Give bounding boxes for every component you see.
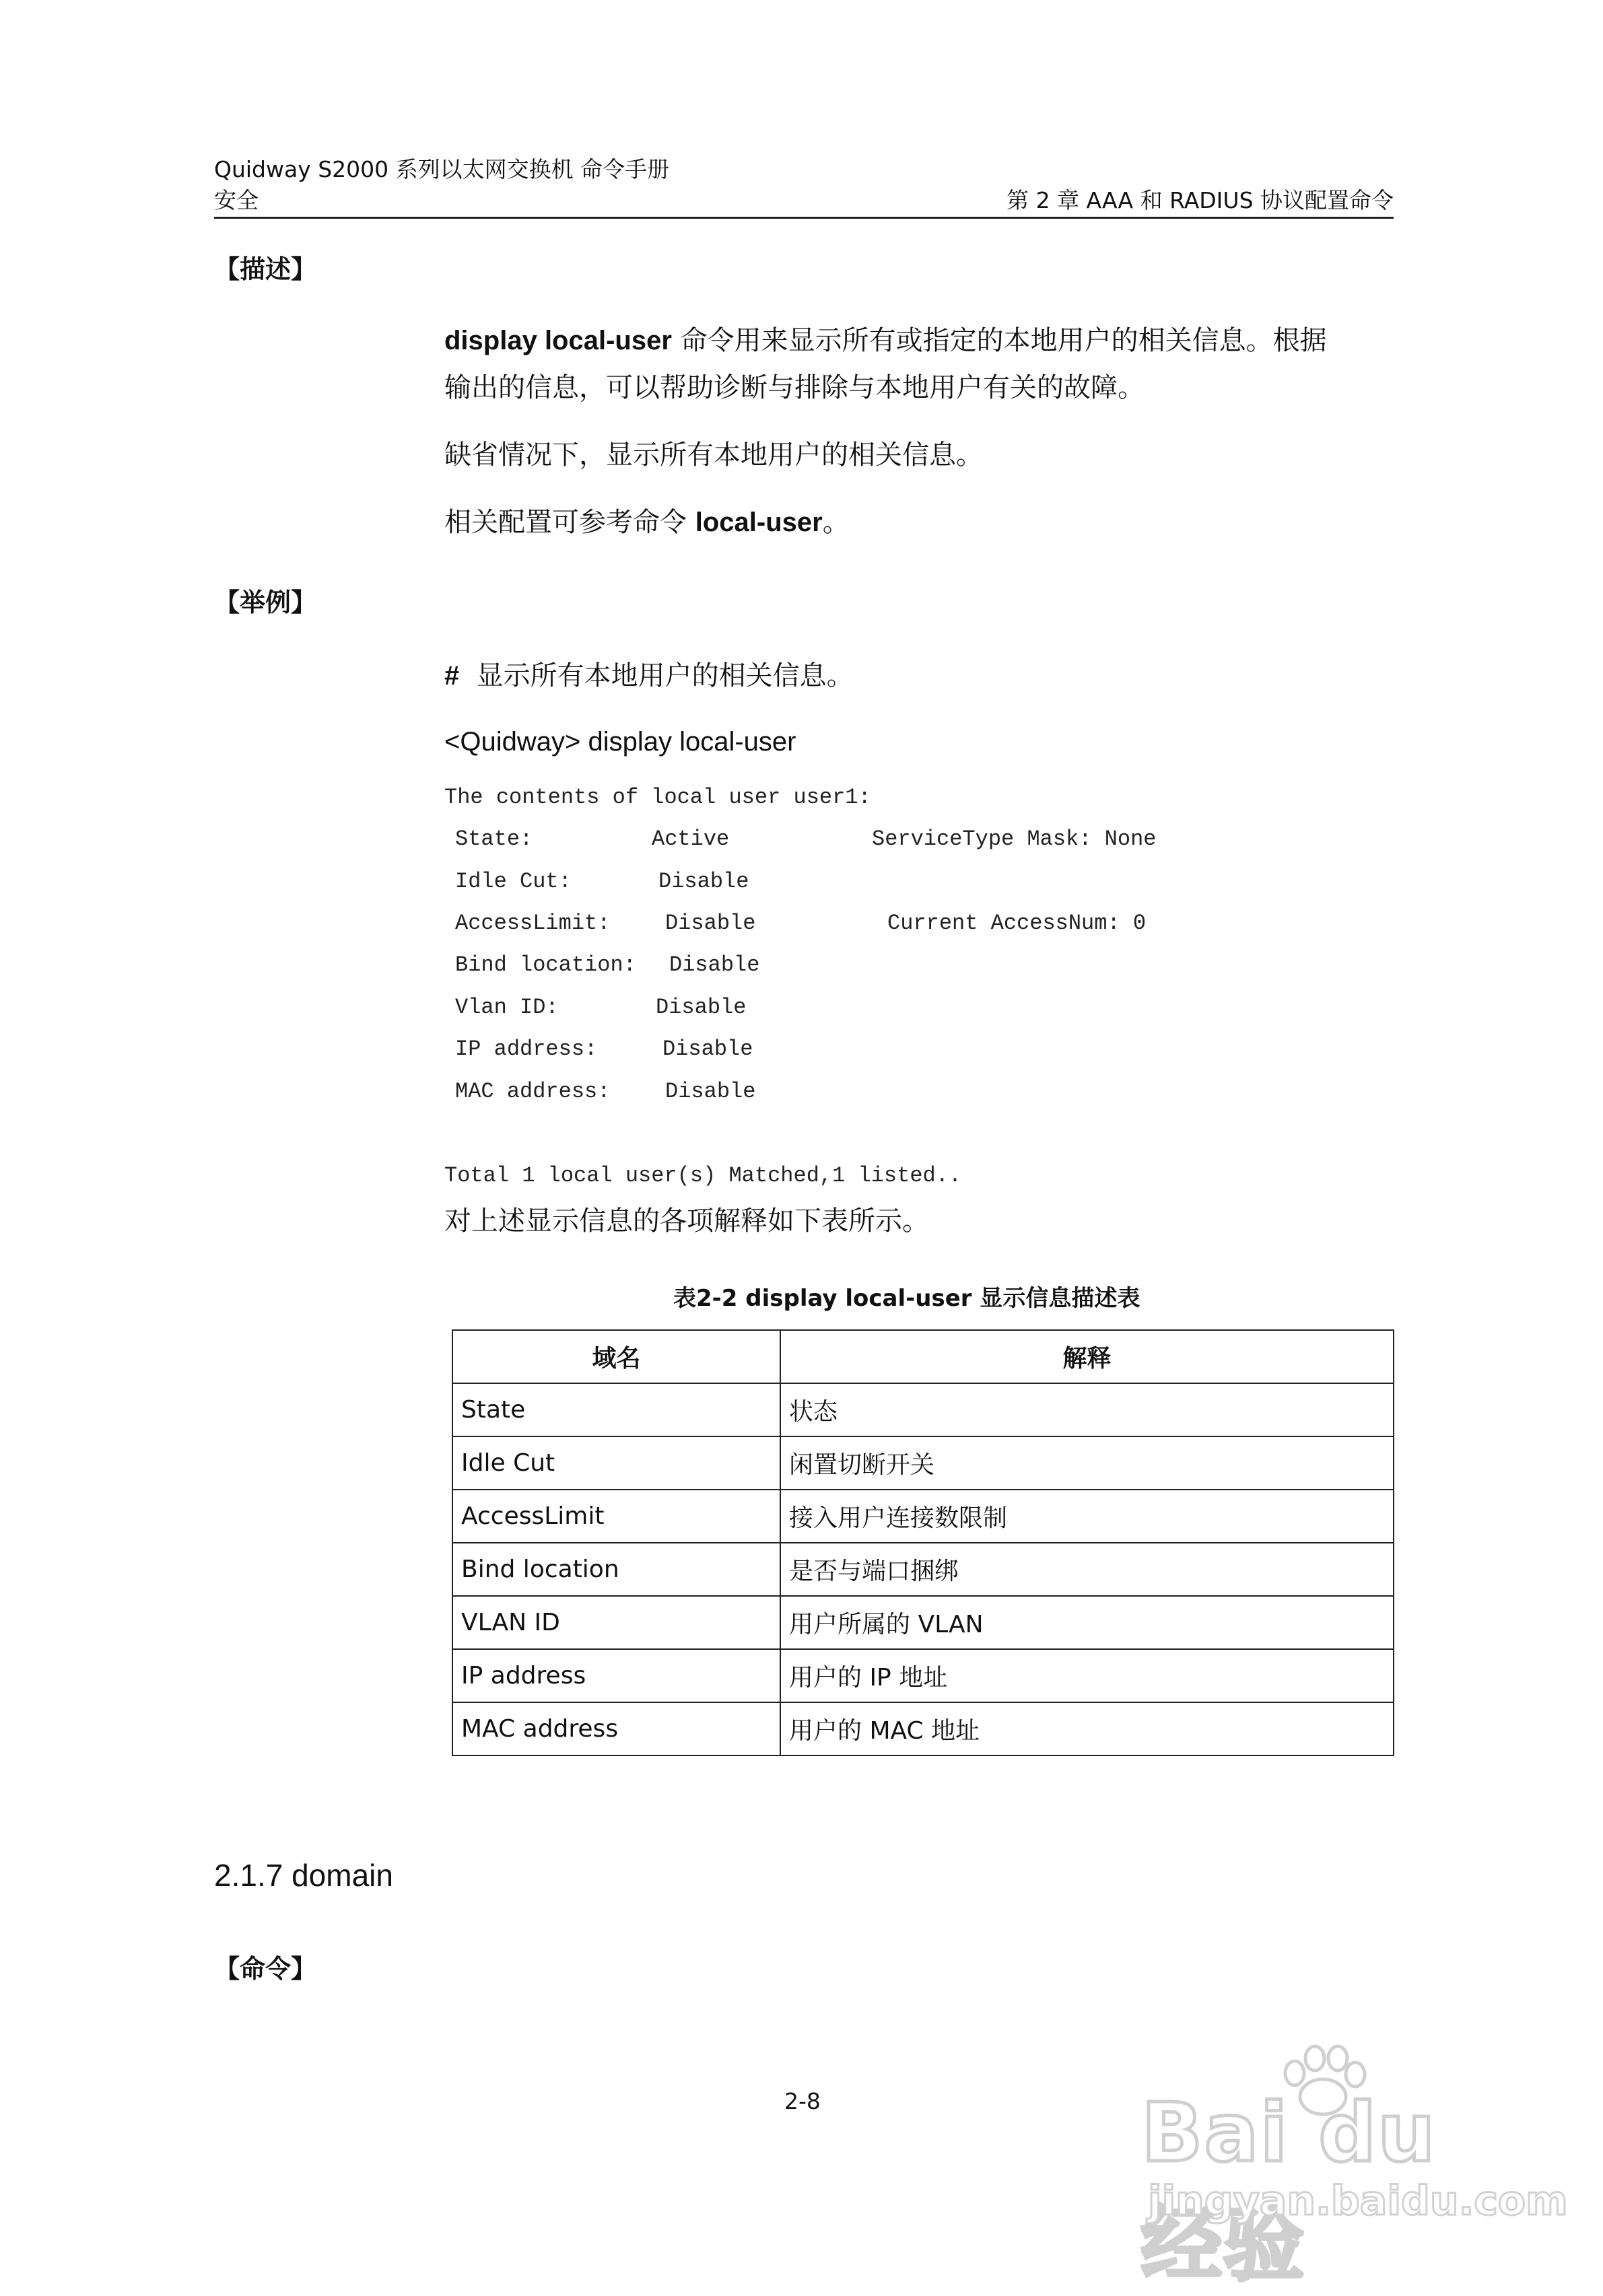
table-row: [452, 1649, 1394, 1702]
output-access-key: AccessLimit:: [455, 911, 611, 936]
page-number: 2-8: [784, 2088, 821, 2114]
description-paragraph-2: 缺省情况下，显示所有本地用户的相关信息。: [444, 440, 983, 471]
table-cell-field: VLAN ID: [452, 1596, 780, 1649]
table-cell-field: AccessLimit: [452, 1490, 780, 1543]
output-vlan-value: Disable: [656, 995, 747, 1020]
table-row: [452, 1596, 1394, 1649]
hash-mark: #: [444, 661, 460, 691]
related-command-name: local-user: [695, 508, 823, 537]
output-ip-key: IP address:: [455, 1037, 598, 1062]
output-idle-value: Disable: [658, 869, 749, 894]
description-label: 【描述】: [214, 254, 317, 284]
table-cell-field: State: [452, 1383, 780, 1436]
table-caption: 表2-2 display local-user 显示信息描述表: [673, 1285, 1140, 1312]
description-text: 命令用来显示所有或指定的本地用户的相关信息。根据: [671, 325, 1327, 356]
table-cell-description: 用户的 IP 地址: [780, 1649, 1394, 1702]
baidu-watermark: [1134, 2040, 1568, 2292]
output-total: Total 1 local user(s) Matched,1 listed..: [444, 1163, 962, 1188]
table-cell-field: IP address: [452, 1649, 780, 1702]
header-rule: [214, 217, 1394, 219]
description-paragraph-1: [444, 324, 1327, 357]
output-bind-key: Bind location:: [455, 952, 636, 977]
table-cell-description: 是否与端口捆绑: [780, 1543, 1394, 1596]
section-heading-domain: 2.1.7 domain: [214, 1858, 393, 1893]
related-config-text: 相关配置可参考命令: [444, 507, 695, 538]
table-row: [452, 1702, 1394, 1755]
example-label: 【举例】: [214, 588, 317, 617]
table-row: [452, 1490, 1394, 1543]
table-cell-description: 用户所属的 VLAN: [780, 1596, 1394, 1649]
explanation-intro: 对上述显示信息的各项解释如下表所示。: [444, 1206, 929, 1237]
table-cell-field: MAC address: [452, 1702, 780, 1755]
description-paragraph-3: [444, 506, 850, 538]
output-state-key: State:: [455, 827, 533, 851]
output-mac-key: MAC address:: [455, 1079, 611, 1104]
table-cell-field: Idle Cut: [452, 1436, 780, 1490]
table-cell-description: 用户的 MAC 地址: [780, 1702, 1394, 1755]
output-service-mask: ServiceType Mask: None: [872, 827, 1157, 851]
info-table: [452, 1329, 1394, 1756]
table-header-field: 域名: [452, 1330, 780, 1383]
header-section: 安全: [214, 187, 259, 213]
header-title: Quidway S2000 系列以太网交换机 命令手册: [214, 156, 670, 182]
output-state-value: Active: [652, 827, 730, 851]
table-header-description: 解释: [780, 1330, 1394, 1383]
table-cell-description: 闲置切断开关: [780, 1436, 1394, 1490]
output-ip-value: Disable: [662, 1037, 753, 1062]
watermark-url: jingyan.baidu.com: [1148, 2178, 1568, 2225]
output-idle-key: Idle Cut:: [455, 869, 572, 894]
table-row: [452, 1436, 1394, 1490]
table-cell-field: Bind location: [452, 1543, 780, 1596]
example-command: <Quidway> display local-user: [444, 727, 796, 757]
example-intro-text: 显示所有本地用户的相关信息。: [476, 660, 854, 691]
output-access-value: Disable: [665, 911, 756, 936]
table-header-row: [452, 1330, 1394, 1383]
description-paragraph-1-cont: 输出的信息，可以帮助诊断与排除与本地用户有关的故障。: [444, 372, 1145, 403]
sentence-end: 。: [822, 507, 850, 538]
example-intro: [444, 660, 854, 692]
output-vlan-key: Vlan ID:: [455, 995, 559, 1020]
table-cell-description: 状态: [780, 1383, 1394, 1436]
header-chapter: 第 2 章 AAA 和 RADIUS 协议配置命令: [1007, 187, 1394, 213]
table-row: [452, 1543, 1394, 1596]
output-line-header: The contents of local user user1:: [444, 785, 871, 810]
output-bind-value: Disable: [669, 952, 760, 977]
table-cell-description: 接入用户连接数限制: [780, 1490, 1394, 1543]
table-row: [452, 1383, 1394, 1436]
command-label: 【命令】: [214, 1954, 317, 1984]
output-mac-value: Disable: [665, 1079, 756, 1104]
watermark-brand: Bai du 经验: [1141, 2087, 1437, 2292]
output-current-access: Current AccessNum: 0: [887, 911, 1147, 936]
command-name: display local-user: [444, 326, 672, 355]
